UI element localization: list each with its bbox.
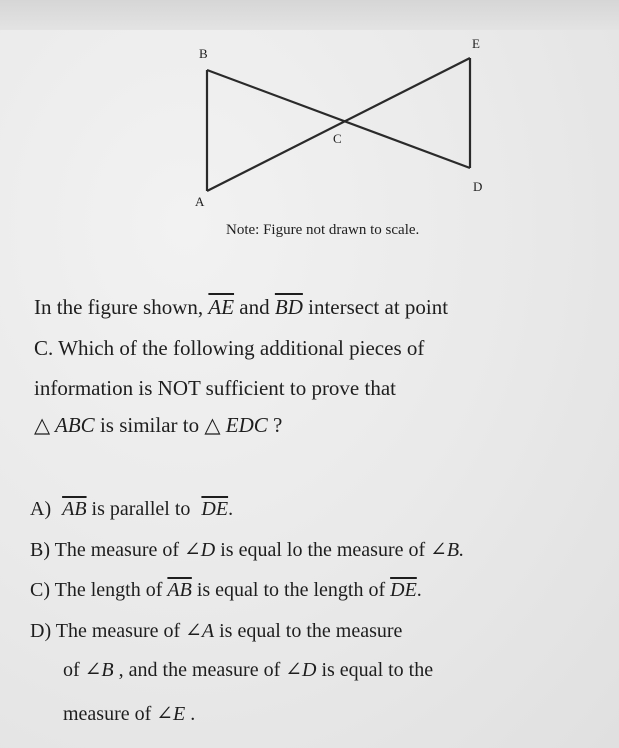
option-text: is equal to the measure (219, 620, 403, 642)
option-text: is equal lo the measure of (220, 539, 426, 561)
option-b[interactable] (30, 540, 464, 560)
question-text: intersect at point (308, 295, 449, 319)
option-letter: B) (30, 539, 50, 561)
segment-ae-label: $\overline{AE}$ (208, 295, 235, 319)
segment-de-label: $\overline{DE}$ (201, 498, 229, 520)
question-line-2: C. Which of the following additional pieces of (34, 336, 425, 360)
option-letter: A) (30, 498, 52, 520)
angle-a-label: ∠A (185, 620, 215, 642)
point-label-a: A (195, 194, 205, 209)
question-line-3: information is NOT sufficient to prove that (34, 376, 396, 400)
option-text: is equal to the length of (196, 579, 386, 601)
triangle-abc-label: △ ABC (34, 413, 95, 437)
angle-b-label: ∠B. (430, 539, 465, 561)
question-line-4 (34, 415, 282, 436)
option-text: The measure of (54, 539, 180, 561)
question-text: and (239, 295, 270, 319)
option-d[interactable] (30, 621, 402, 641)
point-label-b: B (199, 46, 208, 61)
option-d-line-3 (63, 704, 195, 724)
point-label-d: D (473, 179, 483, 194)
option-text: , and the measure of (118, 659, 281, 681)
option-text: measure of (63, 703, 152, 725)
option-text: . (190, 703, 196, 725)
segment-de-label: $\overline{DE}$ (390, 579, 417, 601)
option-letter: D) (30, 620, 52, 642)
question-line-1 (34, 297, 448, 318)
option-d-line-2 (63, 660, 433, 680)
segment-ab-label: $\overline{AB}$ (167, 579, 192, 601)
option-text: The length of (54, 579, 163, 601)
point-label-c: C (333, 131, 342, 146)
option-text: is equal to the (321, 659, 434, 681)
option-text: . (228, 498, 234, 520)
question-text: In the figure shown, (34, 295, 204, 319)
option-c[interactable] (30, 580, 422, 600)
segment-bd-label: $\overline{BD}$ (274, 295, 303, 319)
segment-bd (207, 70, 470, 168)
triangle-edc-label: △ EDC (204, 413, 268, 437)
option-text: . (416, 579, 422, 601)
question-text: ? (273, 413, 283, 437)
option-text: is parallel to (91, 498, 191, 520)
segment-ab-label: $\overline{AB}$ (62, 498, 87, 520)
option-a[interactable] (30, 499, 233, 519)
angle-d-label: ∠D (285, 659, 317, 681)
angle-b-label: ∠B (84, 659, 114, 681)
segment-ae (207, 58, 470, 191)
figure-note: Note: Figure not drawn to scale. (226, 222, 420, 238)
angle-e-label: ∠E (156, 703, 186, 725)
option-text: of (63, 659, 80, 681)
option-letter: C) (30, 579, 50, 601)
option-text: The measure of (55, 620, 181, 642)
angle-d-label: ∠D (184, 539, 216, 561)
bowtie-figure (0, 0, 619, 260)
question-text: is similar to (99, 413, 200, 437)
point-label-e: E (472, 36, 480, 51)
